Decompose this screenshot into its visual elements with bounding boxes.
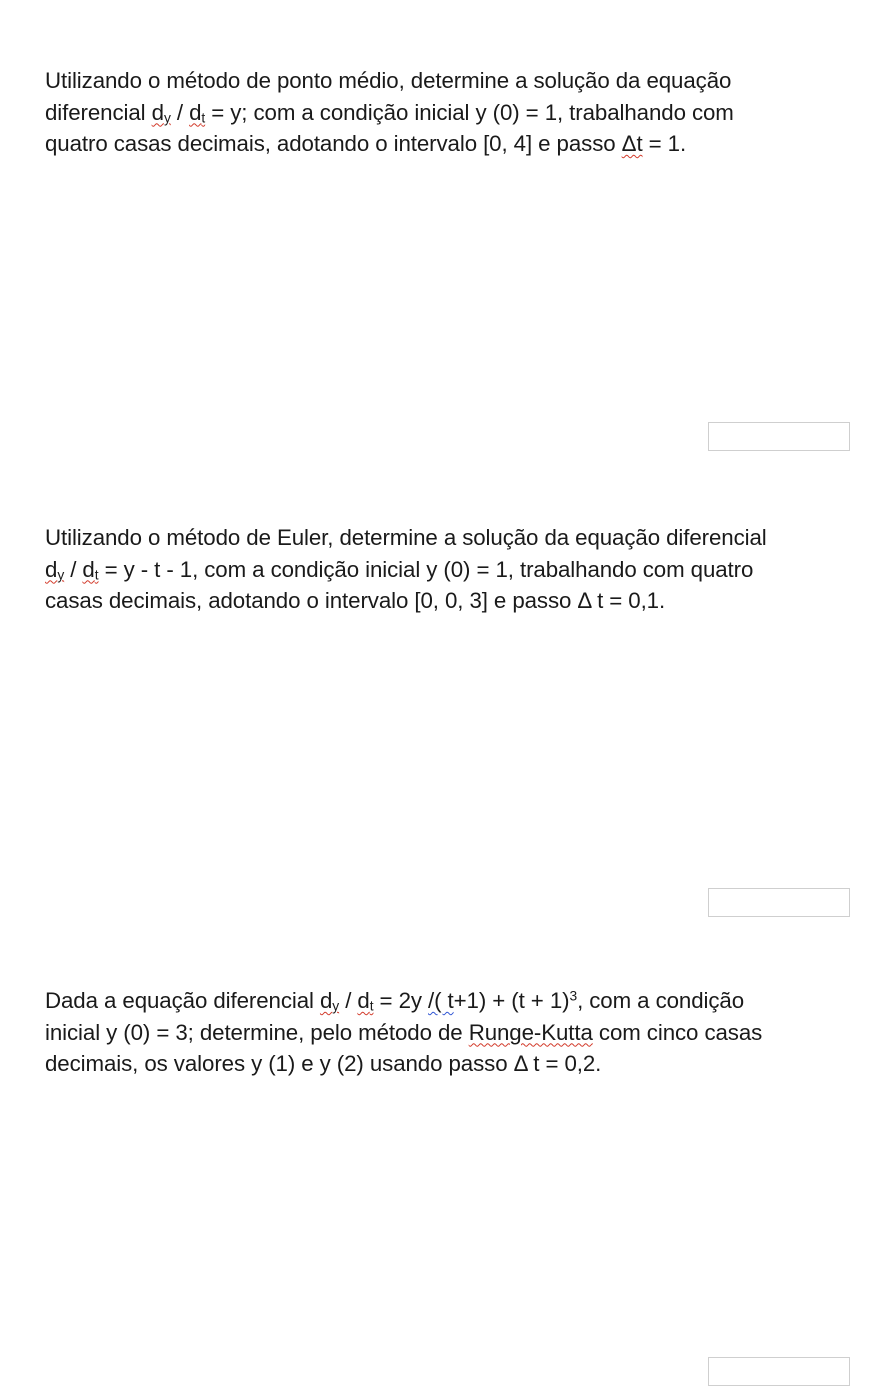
q3-line1-mid2: +1) + (t + 1) — [453, 988, 570, 1013]
question-1-text — [45, 65, 887, 160]
q3-line1-mid: = 2y — [373, 988, 429, 1013]
q3-paren-fragment: /( t — [428, 988, 454, 1013]
question-1-line-3 — [45, 128, 887, 160]
q1-dt: $d_t$ — [189, 99, 206, 125]
q3-line1-start: Dada a equação diferencial — [45, 988, 320, 1013]
q3-dy: $d_y$ — [319, 988, 340, 1014]
q3-line2-start: inicial y (0) = 3; determine, pelo método de — [45, 1019, 469, 1045]
answer-input-3[interactable] — [708, 1357, 850, 1386]
answer-input-1[interactable] — [708, 422, 850, 451]
question-2-line-1: Utilizando o método de Euler, determine a solução da equação diferencial — [45, 525, 767, 550]
question-3-line-2 — [45, 1017, 887, 1049]
q3-exponent: 3 — [569, 987, 578, 1004]
q3-slash: / — [339, 988, 358, 1013]
q1-dy: $d_y$ — [151, 99, 171, 125]
question-2-line-2 — [45, 554, 887, 586]
q1-slash: / — [170, 99, 190, 125]
question-2-line-3: casas decimais, adotando o intervalo [0, 0, 3] e passo Δ t = 0,1. — [45, 588, 666, 613]
q1-line3-start: quatro casas decimais, adotando o intervalo [0, 4] e passo — [45, 131, 622, 156]
q2-dt: $d_t$ — [82, 556, 99, 582]
q1-line2-rest: = y; com a condição inicial y (0) = 1, trabalhando com — [205, 99, 734, 125]
q1-line3-end: = 1. — [642, 131, 687, 156]
q3-runge-kutta: Runge-Kutta — [468, 1019, 593, 1045]
q1-text-diferencial: diferencial — [45, 99, 152, 125]
question-1-line-1: Utilizando o método de ponto médio, determine a solução da equação — [45, 68, 732, 93]
q2-line2-rest: = y - t - 1, com a condição inicial y (0) = 1, trabalhando com quatro — [98, 556, 754, 582]
q3-line2-end: com cinco casas — [592, 1019, 763, 1045]
q1-delta-t: Δt — [621, 131, 643, 156]
q2-slash: / — [64, 556, 83, 582]
question-3-line-1 — [45, 985, 887, 1017]
question-3-text — [45, 985, 887, 1080]
q3-line1-end: , com a condição — [577, 988, 745, 1013]
q3-dt: $d_t$ — [357, 988, 374, 1014]
answer-input-2[interactable] — [708, 888, 850, 917]
question-2-text — [45, 522, 887, 617]
question-1-line-2 — [45, 97, 887, 129]
q2-dy: $d_y$ — [45, 556, 65, 582]
question-3-line-3: decimais, os valores y (1) e y (2) usando passo Δ t = 0,2. — [45, 1051, 602, 1076]
